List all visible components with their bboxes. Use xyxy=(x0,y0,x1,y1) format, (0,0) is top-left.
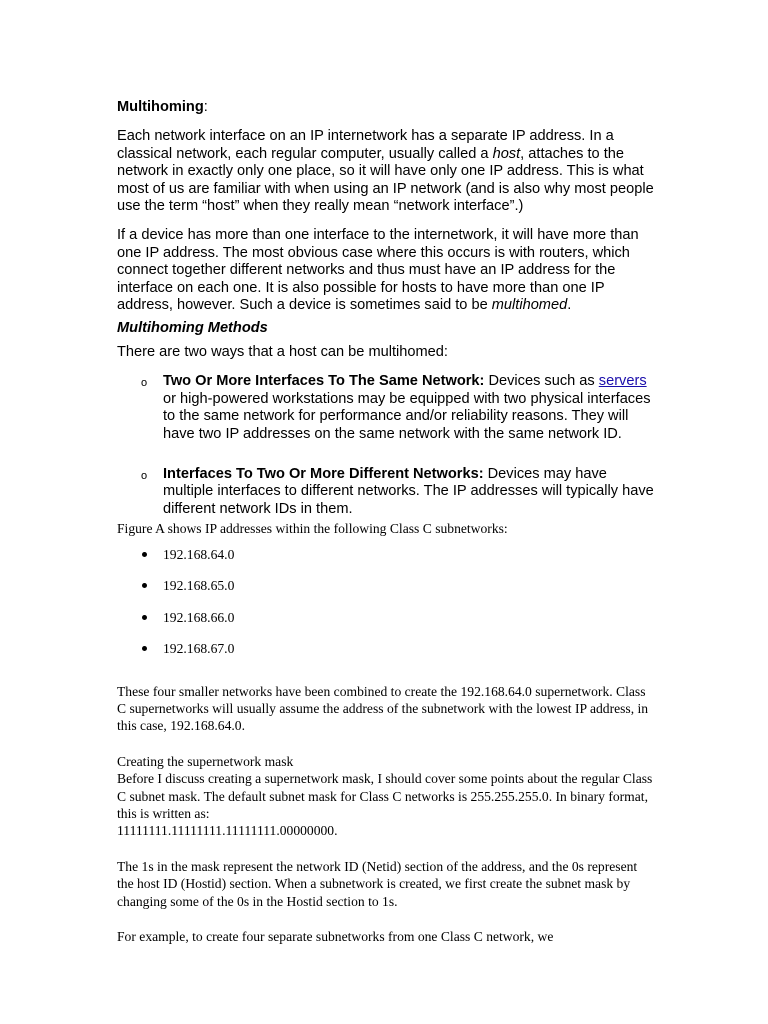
list-item xyxy=(117,546,657,578)
method-text-a: Devices such as xyxy=(484,373,599,390)
paragraph-netid: The 1s in the mask represent the network ID (Netid) section of the address, and the 0s represent the host ID (Hostid) section. When a subnetwork is created, we first create the subnet mask by changing some of the 0s in the Hostid section to 1s. xyxy=(117,858,638,909)
paragraph-example: For example, to create four separate subnetworks from one Class C network, we xyxy=(117,929,554,944)
methods-list xyxy=(117,373,657,518)
subnet-address: 192.168.65.0 xyxy=(163,578,235,594)
bullet-icon xyxy=(142,552,147,557)
bullet-icon xyxy=(142,646,147,651)
paragraph-mask: Before I discuss creating a supernetwork mask, I should cover some points about the regular Class C subnet mask. The default subnet mask for Class C networks is 255.255.255.0. In binary format, this is written as: xyxy=(117,771,653,821)
list-item xyxy=(117,609,657,641)
heading-suffix: : xyxy=(203,99,208,115)
para1-text-b: , attaches to the network in exactly only one place, so it will have only one IP address. This is what most of us are familiar with when using an IP network (and is also why most people use the term “host” when they really mean “network interface”.) xyxy=(117,145,654,215)
list-item xyxy=(117,373,657,443)
mask-heading: Creating the supernetwork mask xyxy=(117,753,294,769)
binary-mask: 11111111.11111111.11111111.00000000. xyxy=(117,823,338,839)
subnet-address: 192.168.66.0 xyxy=(163,609,235,625)
paragraph-multiple-interfaces xyxy=(117,227,657,314)
para2-text-b: . xyxy=(567,297,572,314)
circle-bullet-icon: o xyxy=(141,469,148,482)
paragraph-supernetwork: These four smaller networks have been combined to create the 192.168.64.0 supernetwork. Class C supernetworks will usually assume the address of the subnetwork with the lowest IP address, in this case, 192.168.64.0. xyxy=(117,683,649,734)
methods-lead: There are two ways that a host can be multihomed: xyxy=(117,343,448,360)
list-item xyxy=(117,466,657,518)
heading-title: Multihoming xyxy=(117,99,204,115)
method-label: Interfaces To Two Or More Different Networks: xyxy=(163,465,484,482)
method-text-b: or high-powered workstations may be equipped with two physical interfaces to the same network for performance and/or reliability reasons. They will have two IP addresses on the same network with the same network ID. xyxy=(163,390,651,442)
circle-bullet-icon: o xyxy=(141,377,148,390)
document-page xyxy=(117,99,657,945)
paragraph-interfaces xyxy=(117,128,657,215)
subnet-address: 192.168.67.0 xyxy=(163,641,235,657)
figure-intro: Figure A shows IP addresses within the following Class C subnetworks: xyxy=(117,521,508,537)
para1-text-a: Each network interface on an IP internetwork has a separate IP address. In a classical network, each regular computer, usually called a xyxy=(117,128,614,162)
list-item xyxy=(117,640,657,672)
multihomed-term: multihomed xyxy=(491,297,568,314)
bullet-icon xyxy=(142,583,147,588)
methods-heading: Multihoming Methods xyxy=(117,320,268,337)
method-label: Two Or More Interfaces To The Same Network: xyxy=(163,373,485,390)
subnet-list xyxy=(117,546,657,672)
subnet-address: 192.168.64.0 xyxy=(163,546,235,562)
para2-text-a: If a device has more than one interface to the internetwork, it will have more than one IP address. The most obvious case where this occurs is with routers, which connect together different networks and thus must have an IP address for the interface on each one. It is also possible for hosts to have more than one IP address, however. Such a device is sometimes said to be xyxy=(117,227,639,314)
host-term: host xyxy=(492,145,521,162)
section-heading xyxy=(117,99,657,116)
servers-link[interactable]: servers xyxy=(598,373,647,390)
bullet-icon xyxy=(142,615,147,620)
method-text: Devices may have multiple interfaces to different networks. The IP addresses will typically have different network IDs in them. xyxy=(163,465,654,517)
list-item xyxy=(117,577,657,609)
